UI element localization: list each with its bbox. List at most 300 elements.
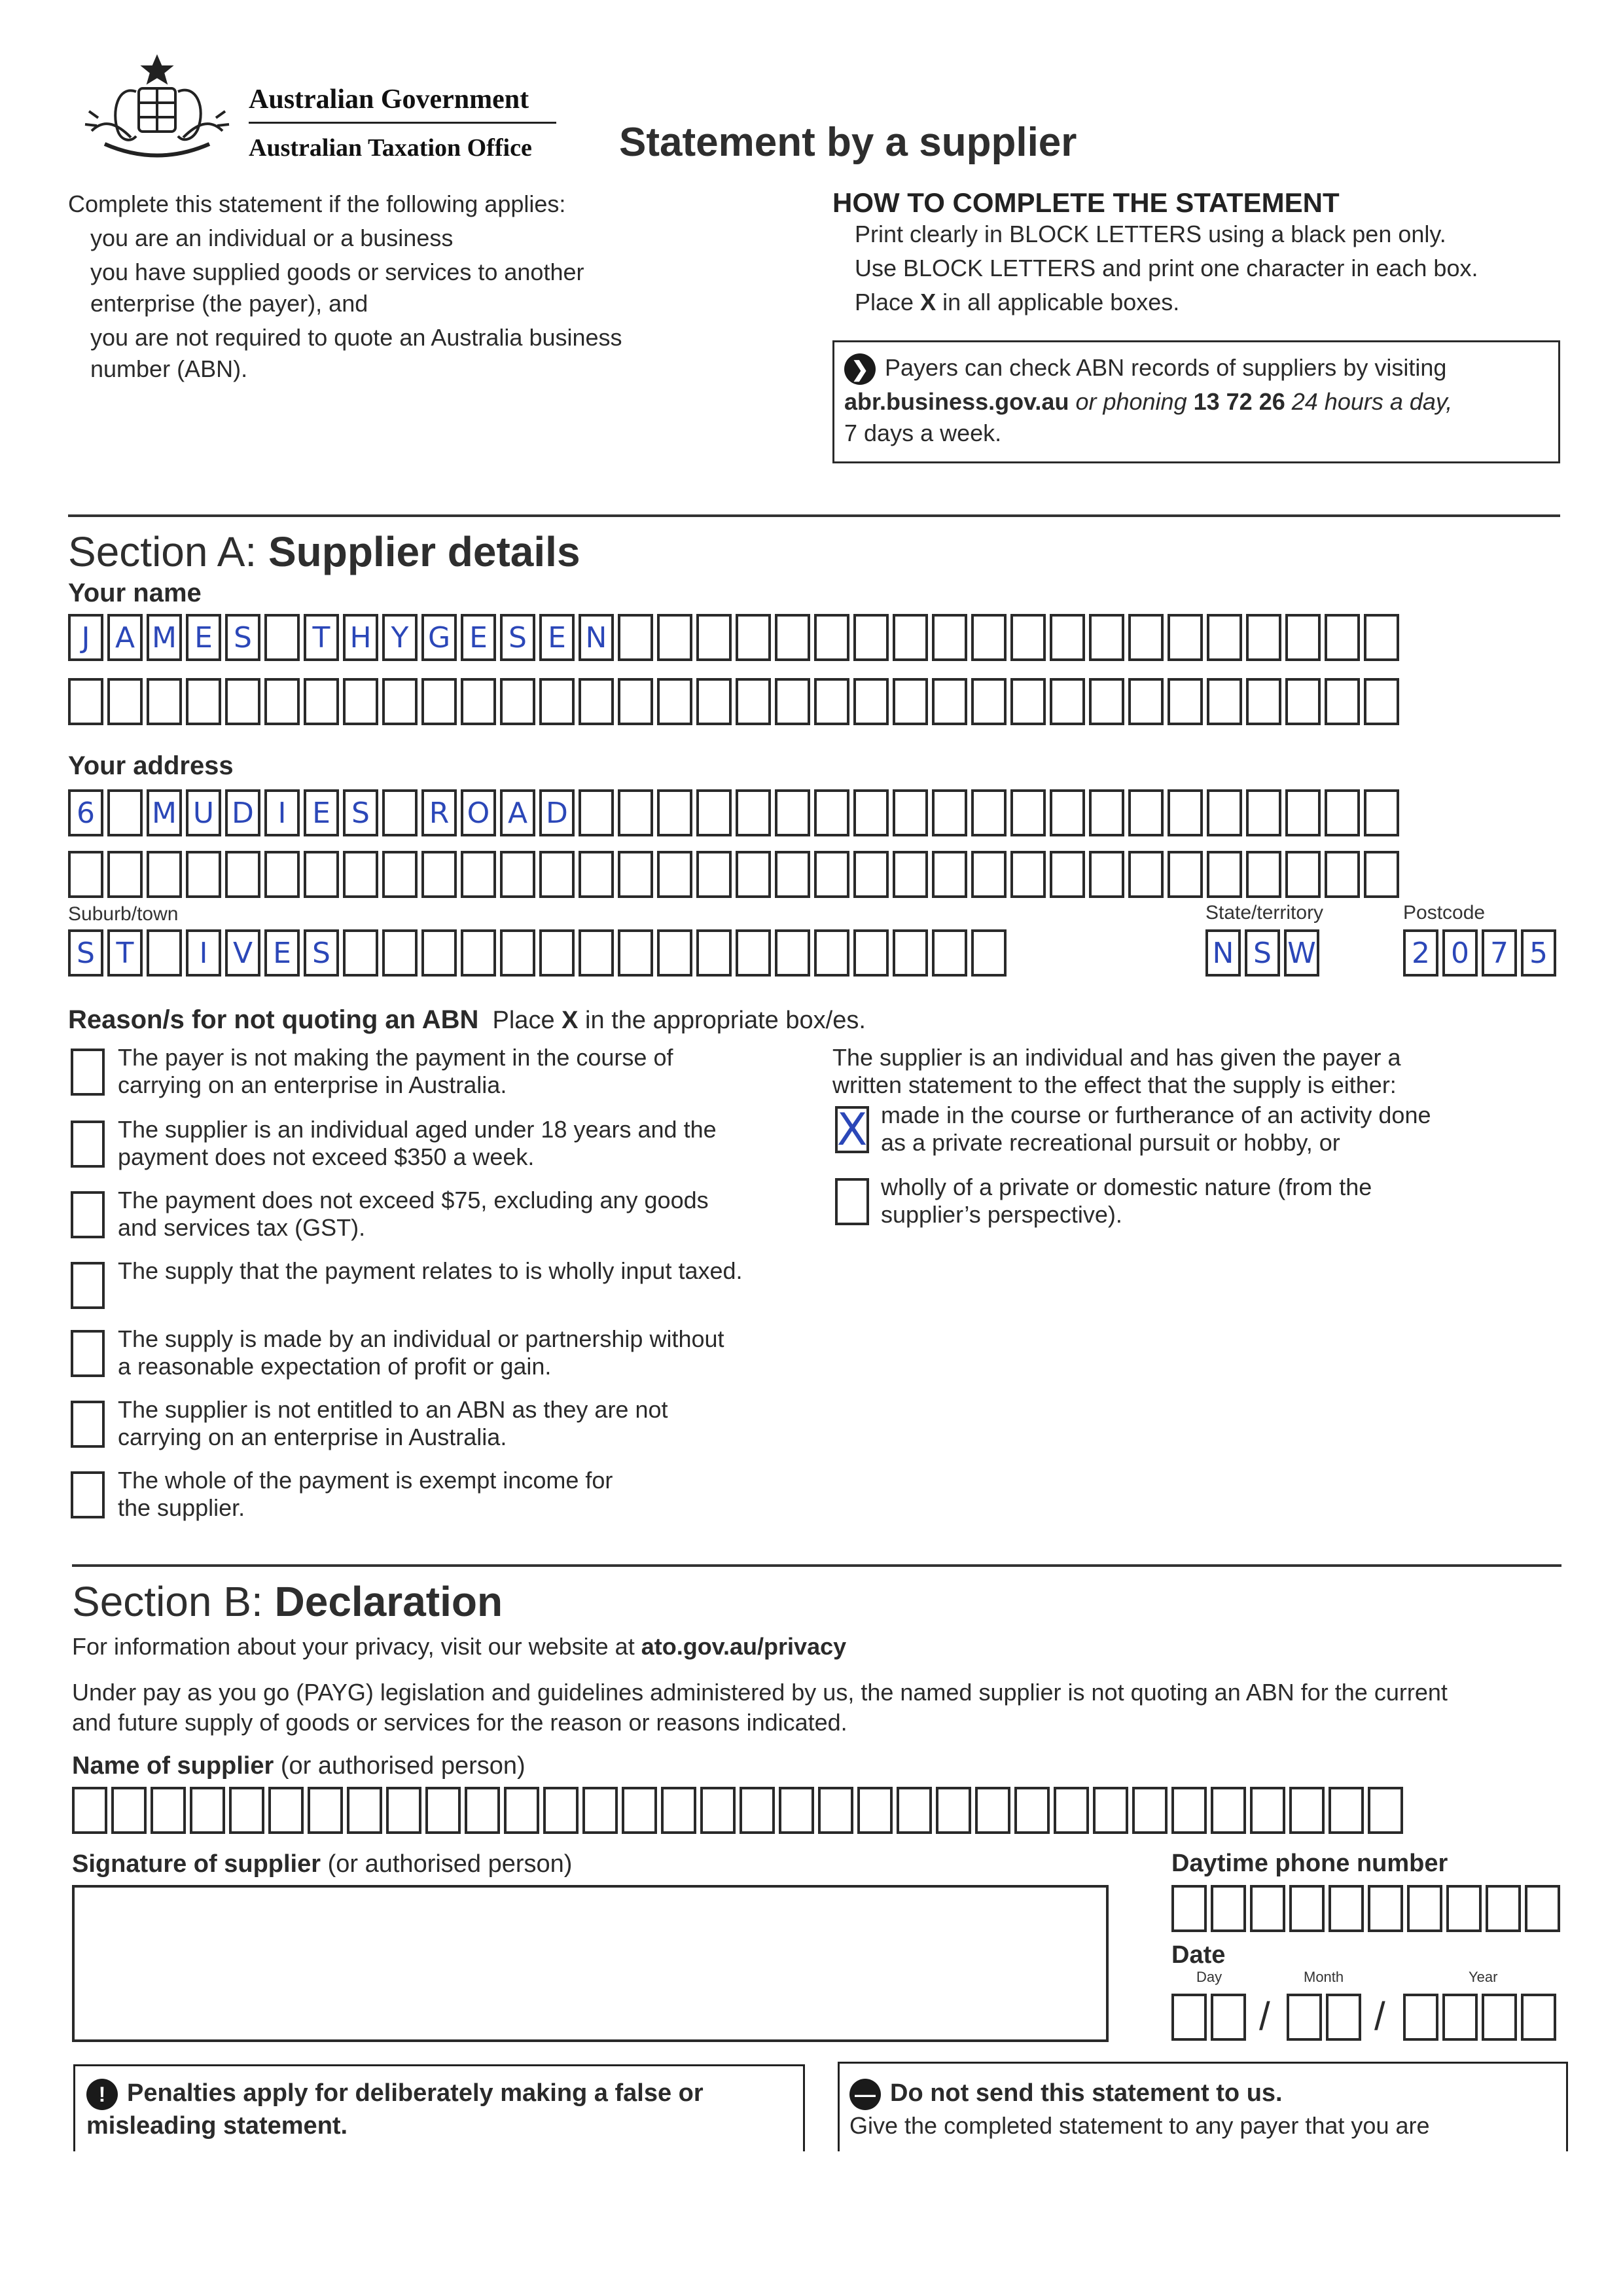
address-char-box[interactable] (107, 789, 143, 836)
suburb-char-box[interactable]: I (186, 929, 221, 977)
address-char-box[interactable] (1089, 789, 1124, 836)
address-char-box[interactable] (696, 789, 732, 836)
name-char-box[interactable] (1010, 614, 1046, 661)
suburb-char-box[interactable] (893, 929, 928, 977)
address-char-box[interactable]: M (147, 789, 182, 836)
address-char-box[interactable] (1050, 851, 1085, 898)
address-char-box[interactable] (147, 851, 182, 898)
supplier-name-char-box[interactable] (622, 1787, 657, 1834)
name-char-box[interactable] (186, 678, 221, 725)
suburb-char-box[interactable] (971, 929, 1007, 977)
address-char-box[interactable] (1207, 851, 1242, 898)
address-char-box[interactable] (1285, 851, 1321, 898)
name-char-box[interactable] (1128, 614, 1164, 661)
name-char-box[interactable]: S (500, 614, 535, 661)
supplier-name-char-box[interactable] (661, 1787, 696, 1834)
reason-checkbox[interactable] (835, 1178, 869, 1225)
address-char-box[interactable]: D (539, 789, 575, 836)
name-char-box[interactable] (657, 614, 692, 661)
postcode-row[interactable] (1403, 929, 1560, 977)
address-char-box[interactable] (736, 851, 771, 898)
address-char-box[interactable]: 6 (68, 789, 103, 836)
name-char-box[interactable] (147, 678, 182, 725)
suburb-char-box[interactable]: S (68, 929, 103, 977)
section-b-prefix: Section B: (72, 1578, 275, 1625)
date-month[interactable] (1287, 1994, 1365, 2041)
supplier-name-char-box[interactable] (740, 1787, 775, 1834)
supplier-name-char-box[interactable] (700, 1787, 736, 1834)
section-b-heading (72, 1577, 503, 1626)
address-char-box[interactable] (382, 789, 418, 836)
phone-char-box[interactable] (1486, 1885, 1521, 1932)
address-char-box[interactable] (68, 851, 103, 898)
address-char-box[interactable]: U (186, 789, 221, 836)
day-label: Day (1196, 1969, 1222, 1985)
address-char-box[interactable]: E (304, 789, 339, 836)
address-char-box[interactable] (1325, 851, 1360, 898)
reason-text: The supply that the payment relates to is wholly input taxed. (118, 1257, 743, 1284)
suburb-char-box[interactable] (147, 929, 182, 977)
date-cell[interactable] (1482, 1994, 1517, 2041)
date-year[interactable] (1403, 1994, 1560, 2041)
address-char-box[interactable] (421, 851, 457, 898)
reason-text: the supplier. (118, 1494, 245, 1521)
supplier-name-char-box[interactable] (425, 1787, 461, 1834)
privacy-line (72, 1632, 846, 1661)
suburb-char-box[interactable] (343, 929, 378, 977)
name-char-box[interactable] (382, 678, 418, 725)
suburb-char-box[interactable] (932, 929, 967, 977)
address-char-box[interactable] (579, 851, 614, 898)
name-char-box[interactable] (1285, 614, 1321, 661)
right-intro: The supplier is an individual and has given the payer a (832, 1044, 1401, 1071)
supplier-name-char-box[interactable] (347, 1787, 382, 1834)
address-char-box[interactable] (1246, 851, 1281, 898)
address-char-box[interactable] (1364, 789, 1399, 836)
name-char-box[interactable] (1168, 678, 1203, 725)
name-char-box[interactable] (1207, 614, 1242, 661)
coat-of-arms-logo (79, 52, 236, 170)
name-char-box[interactable] (264, 678, 300, 725)
address-char-box[interactable]: A (500, 789, 535, 836)
reason-checkbox[interactable] (71, 1191, 105, 1238)
address-row-1[interactable] (68, 789, 1403, 836)
suburb-label: Suburb/town (68, 903, 179, 925)
penalty-line1 (86, 2079, 704, 2110)
name-char-box[interactable] (107, 678, 143, 725)
reason-text: made in the course or furtherance of an activity done (881, 1102, 1431, 1128)
name-char-box[interactable]: G (421, 614, 457, 661)
org-office: Australian Taxation Office (249, 134, 532, 162)
phone-row[interactable] (1171, 1885, 1564, 1932)
date-cell[interactable] (1442, 1994, 1478, 2041)
abn-note-line2 (844, 387, 1452, 416)
address-char-box[interactable] (500, 851, 535, 898)
address-char-box[interactable] (1128, 789, 1164, 836)
address-char-box[interactable] (225, 851, 260, 898)
reason-checkbox[interactable]: X (835, 1106, 869, 1153)
year-label: Year (1469, 1969, 1498, 1985)
suburb-char-box[interactable] (382, 929, 418, 977)
supplier-name-char-box[interactable] (111, 1787, 147, 1834)
supplier-name-char-box[interactable] (308, 1787, 343, 1834)
address-char-box[interactable] (657, 851, 692, 898)
supplier-name-char-box[interactable] (504, 1787, 539, 1834)
date-cell[interactable] (1211, 1994, 1246, 2041)
month-label: Month (1304, 1969, 1344, 1985)
name-char-box[interactable] (696, 678, 732, 725)
address-char-box[interactable]: R (421, 789, 457, 836)
name-char-box[interactable] (932, 614, 967, 661)
reasons-hint-tail: in the appropriate box/es. (578, 1007, 866, 1034)
how-to-line: Print clearly in BLOCK LETTERS using a black pen only. (855, 221, 1446, 247)
section-b-title: Declaration (274, 1578, 503, 1625)
suburb-char-box[interactable]: T (107, 929, 143, 977)
name-char-box[interactable] (657, 678, 692, 725)
name-char-box[interactable]: E (539, 614, 575, 661)
nosend-text: Do not send this statement to us. (890, 2079, 1283, 2108)
name-char-box[interactable]: E (186, 614, 221, 661)
name-char-box[interactable] (971, 678, 1007, 725)
suburb-char-box[interactable] (814, 929, 849, 977)
reason-checkbox[interactable] (71, 1401, 105, 1448)
address-char-box[interactable] (539, 851, 575, 898)
address-char-box[interactable] (814, 851, 849, 898)
reason-text: The whole of the payment is exempt income for (118, 1467, 613, 1494)
suburb-char-box[interactable] (618, 929, 653, 977)
org-divider (249, 122, 556, 124)
postcode-char-box[interactable]: 2 (1403, 929, 1438, 977)
name-char-box[interactable] (775, 614, 810, 661)
reasons-heading: Reason/s for not quoting an ABN (68, 1005, 479, 1034)
address-row-2[interactable] (68, 851, 1403, 898)
address-char-box[interactable] (853, 851, 889, 898)
name-char-box[interactable]: M (147, 614, 182, 661)
name-char-box[interactable] (618, 614, 653, 661)
date-cell[interactable] (1326, 1994, 1361, 2041)
reason-text: supplier’s perspective). (881, 1201, 1122, 1228)
suburb-char-box[interactable] (579, 929, 614, 977)
address-char-box[interactable] (579, 789, 614, 836)
date-slash: / (1374, 1994, 1385, 2038)
intro-item: you are an individual or a business (90, 224, 454, 251)
supplier-name-char-box[interactable] (975, 1787, 1010, 1834)
name-row-2[interactable] (68, 678, 1403, 725)
name-char-box[interactable]: A (107, 614, 143, 661)
address-char-box[interactable] (1246, 789, 1281, 836)
no-entry-icon: — (849, 2079, 881, 2110)
name-char-box[interactable] (814, 678, 849, 725)
state-char-box[interactable]: S (1245, 929, 1280, 977)
name-char-box[interactable] (1207, 678, 1242, 725)
intro-item: you are not required to quote an Australia business (90, 324, 622, 351)
supplier-name-char-box[interactable] (897, 1787, 932, 1834)
address-char-box[interactable] (932, 789, 967, 836)
suburb-char-box[interactable] (775, 929, 810, 977)
name-row-1[interactable] (68, 614, 1403, 661)
phone-char-box[interactable] (1171, 1885, 1207, 1932)
suburb-char-box[interactable] (696, 929, 732, 977)
date-slash: / (1259, 1994, 1270, 2038)
address-char-box[interactable] (1089, 851, 1124, 898)
address-char-box[interactable] (1325, 789, 1360, 836)
suburb-row[interactable] (68, 929, 1010, 977)
postcode-char-box[interactable]: 7 (1482, 929, 1517, 977)
name-char-box[interactable]: H (343, 614, 378, 661)
address-char-box[interactable]: D (225, 789, 260, 836)
name-char-box[interactable] (736, 614, 771, 661)
section-a-title: Supplier details (268, 528, 580, 575)
suburb-char-box[interactable]: V (225, 929, 260, 977)
intro-lead: Complete this statement if the following applies: (68, 190, 566, 217)
suburb-char-box[interactable]: E (264, 929, 300, 977)
phone-char-box[interactable] (1368, 1885, 1403, 1932)
name-char-box[interactable] (1364, 678, 1399, 725)
supplier-name-char-box[interactable] (1014, 1787, 1050, 1834)
suburb-char-box[interactable] (736, 929, 771, 977)
name-char-box[interactable] (853, 678, 889, 725)
declaration-para: Under pay as you go (PAYG) legislation and guidelines administered by us, the named supplier is not quoting an ABN for the current (72, 1679, 1448, 1706)
address-char-box[interactable] (736, 789, 771, 836)
phone-char-box[interactable] (1446, 1885, 1482, 1932)
name-char-box[interactable] (579, 678, 614, 725)
supplier-name-char-box[interactable] (72, 1787, 107, 1834)
name-char-box[interactable] (1325, 614, 1360, 661)
name-char-box[interactable]: T (304, 614, 339, 661)
name-char-box[interactable] (264, 614, 300, 661)
name-char-box[interactable] (1050, 614, 1085, 661)
phone-char-box[interactable] (1289, 1885, 1325, 1932)
name-char-box[interactable]: Y (382, 614, 418, 661)
supplier-name-char-box[interactable] (1132, 1787, 1168, 1834)
signature-label-line (72, 1850, 572, 1878)
address-char-box[interactable] (853, 789, 889, 836)
phone-char-box[interactable] (1329, 1885, 1364, 1932)
address-char-box[interactable] (618, 851, 653, 898)
supplier-name-char-box[interactable] (1250, 1787, 1285, 1834)
name-char-box[interactable] (893, 678, 928, 725)
supplier-name-char-box[interactable] (1054, 1787, 1089, 1834)
address-char-box[interactable] (971, 789, 1007, 836)
state-char-box[interactable]: N (1205, 929, 1241, 977)
name-char-box[interactable] (1050, 678, 1085, 725)
name-char-box[interactable] (618, 678, 653, 725)
supplier-name-label-line (72, 1751, 526, 1780)
suburb-char-box[interactable] (500, 929, 535, 977)
suburb-char-box[interactable] (853, 929, 889, 977)
date-cell[interactable] (1403, 1994, 1438, 2041)
nosend-line1 (849, 2079, 1283, 2110)
name-char-box[interactable] (696, 614, 732, 661)
date-day[interactable] (1171, 1994, 1250, 2041)
phone-char-box[interactable] (1250, 1885, 1285, 1932)
reason-text: as a private recreational pursuit or hobby, or (881, 1129, 1340, 1156)
reason-text: carrying on an enterprise in Australia. (118, 1424, 507, 1450)
address-char-box[interactable] (186, 851, 221, 898)
address-char-box[interactable] (893, 851, 928, 898)
address-char-box[interactable] (1285, 789, 1321, 836)
reason-text: wholly of a private or domestic nature (from the (881, 1174, 1372, 1200)
name-char-box[interactable] (853, 614, 889, 661)
date-cell[interactable] (1171, 1994, 1207, 2041)
name-char-box[interactable] (1128, 678, 1164, 725)
supplier-name-char-box[interactable] (818, 1787, 853, 1834)
address-char-box[interactable] (1010, 851, 1046, 898)
abn-phone: 13 72 26 (1193, 388, 1285, 415)
address-char-box[interactable] (343, 851, 378, 898)
address-char-box[interactable] (657, 789, 692, 836)
address-char-box[interactable]: O (461, 789, 496, 836)
address-char-box[interactable] (382, 851, 418, 898)
state-label: State/territory (1205, 902, 1324, 924)
phone-char-box[interactable] (1211, 1885, 1246, 1932)
address-char-box[interactable] (1128, 851, 1164, 898)
name-char-box[interactable] (1168, 614, 1203, 661)
name-char-box[interactable] (343, 678, 378, 725)
suburb-char-box[interactable] (461, 929, 496, 977)
postcode-char-box[interactable]: 0 (1442, 929, 1478, 977)
address-char-box[interactable] (932, 851, 967, 898)
date-cell[interactable] (1287, 1994, 1322, 2041)
supplier-name-char-box[interactable] (1211, 1787, 1246, 1834)
address-char-box[interactable] (618, 789, 653, 836)
name-char-box[interactable] (421, 678, 457, 725)
postcode-char-box[interactable]: 5 (1521, 929, 1556, 977)
supplier-name-char-box[interactable] (1329, 1787, 1364, 1834)
address-char-box[interactable] (1050, 789, 1085, 836)
name-char-box[interactable]: E (461, 614, 496, 661)
name-char-box[interactable] (539, 678, 575, 725)
phone-char-box[interactable] (1407, 1885, 1442, 1932)
nosend-line2: Give the completed statement to any payer that you are (849, 2112, 1430, 2139)
section-a-heading (68, 528, 580, 576)
name-char-box[interactable] (1089, 678, 1124, 725)
name-char-box[interactable] (775, 678, 810, 725)
reason-text: and services tax (GST). (118, 1214, 366, 1241)
phone-char-box[interactable] (1525, 1885, 1560, 1932)
supplier-name-char-box[interactable] (465, 1787, 500, 1834)
address-char-box[interactable]: S (343, 789, 378, 836)
supplier-name-char-box[interactable] (779, 1787, 814, 1834)
reasons-heading-line (68, 1005, 866, 1035)
reason-text: The payer is not making the payment in the course of (118, 1044, 673, 1071)
date-label: Date (1171, 1941, 1226, 1969)
date-cell[interactable] (1521, 1994, 1556, 2041)
name-char-box[interactable] (304, 678, 339, 725)
name-char-box[interactable] (1246, 614, 1281, 661)
supplier-name-char-box[interactable] (268, 1787, 304, 1834)
arrow-right-icon: ❯ (844, 353, 876, 385)
section-b-rule (72, 1564, 1561, 1567)
supplier-name-char-box[interactable] (936, 1787, 971, 1834)
address-char-box[interactable] (107, 851, 143, 898)
supplier-name-char-box[interactable] (543, 1787, 579, 1834)
address-char-box[interactable] (775, 851, 810, 898)
reason-checkbox[interactable] (71, 1330, 105, 1377)
supplier-name-char-box[interactable] (1171, 1787, 1207, 1834)
address-char-box[interactable] (1010, 789, 1046, 836)
name-char-box[interactable] (1246, 678, 1281, 725)
address-char-box[interactable] (304, 851, 339, 898)
name-char-box[interactable] (736, 678, 771, 725)
abn-site-link[interactable]: abr.business.gov.au (844, 388, 1069, 415)
reason-checkbox[interactable] (71, 1262, 105, 1309)
name-char-box[interactable] (461, 678, 496, 725)
address-char-box[interactable]: I (264, 789, 300, 836)
address-char-box[interactable] (696, 851, 732, 898)
reason-checkbox[interactable] (71, 1049, 105, 1096)
suburb-char-box[interactable] (421, 929, 457, 977)
address-char-box[interactable] (1364, 851, 1399, 898)
name-char-box[interactable] (893, 614, 928, 661)
name-char-box[interactable]: N (579, 614, 614, 661)
address-char-box[interactable] (264, 851, 300, 898)
penalty-text: Penalties apply for deliberately making a false or (127, 2079, 704, 2108)
name-char-box[interactable] (1325, 678, 1360, 725)
name-char-box[interactable] (225, 678, 260, 725)
supplier-name-char-box[interactable] (582, 1787, 618, 1834)
reason-text: a reasonable expectation of profit or gain. (118, 1353, 552, 1380)
address-char-box[interactable] (775, 789, 810, 836)
name-char-box[interactable] (68, 678, 103, 725)
reason-text: The payment does not exceed $75, excluding any goods (118, 1187, 709, 1213)
reasons-hint: Place (492, 1007, 562, 1034)
supplier-name-char-box[interactable] (1289, 1787, 1325, 1834)
supplier-name-char-box[interactable] (857, 1787, 893, 1834)
reason-checkbox[interactable] (71, 1121, 105, 1168)
reasons-hint-x: X (562, 1007, 579, 1034)
name-char-box[interactable] (1010, 678, 1046, 725)
name-char-box[interactable] (1364, 614, 1399, 661)
supplier-name-char-box[interactable] (151, 1787, 186, 1834)
name-char-box[interactable]: S (225, 614, 260, 661)
how-to-tail-text: in all applicable boxes. (936, 289, 1180, 315)
name-char-box[interactable] (1285, 678, 1321, 725)
address-char-box[interactable] (1168, 789, 1203, 836)
privacy-link[interactable]: ato.gov.au/privacy (641, 1633, 847, 1660)
name-char-box[interactable] (971, 614, 1007, 661)
address-char-box[interactable] (1207, 789, 1242, 836)
signature-box[interactable] (72, 1885, 1109, 2042)
supplier-name-row[interactable] (72, 1787, 1407, 1834)
name-char-box[interactable] (814, 614, 849, 661)
phone-label: Daytime phone number (1171, 1850, 1448, 1877)
supplier-name-suffix: (or authorised person) (274, 1752, 526, 1780)
address-char-box[interactable] (814, 789, 849, 836)
address-char-box[interactable] (971, 851, 1007, 898)
reason-checkbox[interactable] (71, 1471, 105, 1518)
supplier-name-char-box[interactable] (386, 1787, 421, 1834)
state-row[interactable] (1205, 929, 1323, 977)
suburb-char-box[interactable] (657, 929, 692, 977)
name-char-box[interactable] (1089, 614, 1124, 661)
name-char-box[interactable]: J (68, 614, 103, 661)
how-to-line (855, 288, 1179, 317)
address-char-box[interactable] (1168, 851, 1203, 898)
name-char-box[interactable] (500, 678, 535, 725)
address-char-box[interactable] (893, 789, 928, 836)
suburb-char-box[interactable] (539, 929, 575, 977)
supplier-name-char-box[interactable] (229, 1787, 264, 1834)
supplier-name-char-box[interactable] (190, 1787, 225, 1834)
address-char-box[interactable] (461, 851, 496, 898)
suburb-char-box[interactable]: S (304, 929, 339, 977)
supplier-name-char-box[interactable] (1093, 1787, 1128, 1834)
supplier-name-char-box[interactable] (1368, 1787, 1403, 1834)
signature-suffix: (or authorised person) (321, 1850, 573, 1878)
state-char-box[interactable]: W (1284, 929, 1319, 977)
name-char-box[interactable] (932, 678, 967, 725)
